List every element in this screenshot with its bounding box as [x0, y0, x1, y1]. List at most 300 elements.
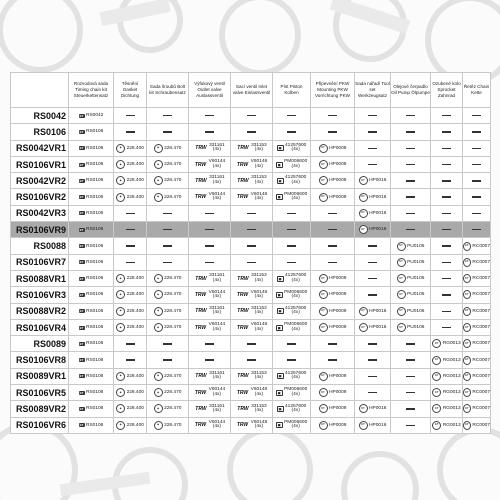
part-number: RG0013	[442, 373, 461, 379]
cell-inlet-valve	[231, 303, 273, 319]
empty-dash	[328, 229, 337, 230]
cell-bolt-kit	[147, 417, 189, 433]
cell-chain	[463, 156, 491, 172]
trw-logo-icon: TRW	[237, 275, 249, 282]
quantity: (4x)	[254, 375, 264, 381]
cell-sprocket	[431, 417, 463, 433]
quantity: (4x)	[291, 310, 300, 316]
cell-content	[231, 304, 272, 319]
cell-sprocket	[431, 124, 463, 140]
cell-content	[69, 157, 113, 172]
et-engineteam-icon: ET	[319, 274, 328, 283]
part-number: RS0106	[86, 194, 104, 200]
part-code: RS0106VR3	[11, 287, 69, 303]
empty-dash	[368, 359, 377, 360]
empty-dash	[163, 213, 172, 214]
piston-brand-icon: ▣	[278, 146, 282, 151]
cell-timing-chain-kit	[69, 352, 114, 368]
cell-content	[311, 238, 354, 253]
brand-logo-icon: ET	[79, 129, 84, 134]
part-number: PU0106	[407, 325, 425, 330]
part-number: RG0013	[442, 406, 461, 412]
empty-dash	[163, 262, 172, 263]
cell-piston	[273, 108, 311, 124]
cell-oil-pump	[391, 270, 431, 286]
part-number: 228.470	[164, 276, 182, 282]
cell-content	[355, 173, 390, 188]
empty-dash	[287, 262, 296, 263]
part-number: PM006600	[284, 159, 308, 165]
cell-content	[273, 320, 310, 335]
part-code: RS0088	[11, 238, 69, 254]
value-stack	[209, 323, 226, 332]
part-number: HP0009	[329, 178, 347, 184]
quantity: (4x)	[254, 391, 264, 397]
cell-content	[273, 401, 310, 416]
part-number: RS0106	[86, 259, 104, 265]
cell-content	[231, 271, 272, 286]
gasket-brand-icon: ◆	[154, 176, 163, 185]
cell-content	[231, 124, 272, 139]
table-row	[11, 385, 491, 401]
gasket-brand-icon: ◆	[154, 307, 163, 316]
empty-dash	[205, 213, 214, 214]
et-engineteam-icon: ET	[463, 323, 471, 332]
empty-dash	[368, 376, 377, 377]
cell-content	[391, 287, 430, 302]
empty-dash	[287, 359, 296, 360]
trw-logo-icon: TRW	[236, 194, 249, 201]
empty-dash	[406, 115, 415, 116]
value-stack	[251, 291, 268, 300]
cell-oil-pump	[391, 124, 431, 140]
cell-bolt-kit	[147, 156, 189, 172]
cell-piston	[273, 401, 311, 417]
cell-content	[311, 157, 354, 172]
cell-timing-chain-kit	[69, 222, 114, 238]
et-engineteam-icon: ET	[359, 193, 368, 202]
empty-dash	[247, 131, 256, 132]
empty-dash	[328, 343, 337, 344]
trw-logo-icon: TRW	[194, 291, 207, 298]
empty-dash	[442, 164, 451, 165]
cell-content	[189, 173, 230, 188]
cell-bolt-kit	[147, 336, 189, 352]
trw-logo-icon: TRW	[236, 324, 249, 331]
cell-content	[69, 271, 113, 286]
cell-content	[69, 385, 113, 400]
et-engineteam-icon: ET	[359, 176, 368, 185]
cell-content	[355, 108, 390, 123]
cell-content	[69, 141, 113, 156]
cell-content	[463, 124, 490, 139]
empty-dash	[205, 131, 214, 132]
cell-chain	[463, 124, 491, 140]
table-row	[11, 140, 491, 156]
cell-content	[431, 418, 462, 433]
table-row	[11, 417, 491, 433]
cell-content	[231, 385, 272, 400]
cell-content	[391, 336, 430, 351]
value-stack	[209, 421, 226, 430]
cell-sprocket	[431, 222, 463, 238]
cell-content	[231, 255, 272, 270]
part-number: 331161	[209, 142, 225, 148]
piston-brand-icon: ▣	[277, 390, 281, 395]
cell-piston	[273, 319, 311, 335]
cell-content	[147, 124, 188, 139]
part-number: RC0007	[472, 373, 490, 379]
empty-dash	[472, 148, 481, 149]
trw-logo-icon: TRW	[237, 177, 249, 184]
cell-content	[147, 369, 188, 384]
piston-brand-icon: ▣	[277, 195, 281, 200]
empty-dash	[406, 196, 415, 197]
part-number: V60144	[208, 322, 226, 328]
cell-content	[147, 352, 188, 367]
part-number: RS0106	[86, 390, 104, 396]
table-row	[11, 156, 491, 172]
brand-logo-icon: ET	[79, 244, 84, 249]
cell-outlet-valve	[189, 352, 231, 368]
quantity: (4x)	[254, 163, 264, 169]
part-number: 228.470	[164, 325, 182, 330]
part-number: RS0106	[86, 210, 104, 216]
empty-dash	[126, 359, 135, 360]
cell-outlet-valve	[189, 108, 231, 124]
quantity: (4x)	[212, 147, 222, 153]
cell-content	[311, 108, 354, 123]
cell-content	[431, 173, 462, 188]
part-number: V60144	[208, 419, 226, 425]
empty-dash	[328, 262, 337, 263]
cell-content	[273, 418, 310, 433]
cell-chain	[463, 336, 491, 352]
trw-logo-icon: TRW	[236, 291, 249, 298]
trw-logo-icon: TRW	[195, 373, 207, 380]
cell-mounting	[311, 368, 355, 384]
cell-content	[114, 189, 146, 204]
part-number: 41257600	[285, 305, 307, 311]
cell-content	[69, 238, 113, 253]
part-number: 228.400	[126, 308, 144, 314]
cell-tool-set	[355, 173, 391, 189]
part-number: RS0042	[86, 113, 104, 119]
value-stack	[285, 176, 306, 185]
empty-dash	[205, 359, 214, 360]
cell-oil-pump	[391, 222, 431, 238]
et-engineteam-icon: ET	[319, 144, 328, 153]
cell-oil-pump	[391, 319, 431, 335]
part-number: V60148	[250, 322, 268, 328]
cell-content	[147, 255, 188, 270]
cell-outlet-valve	[189, 287, 231, 303]
cell-content	[463, 222, 490, 237]
value-stack	[209, 193, 226, 202]
et-engineteam-icon: ET	[319, 421, 328, 430]
cell-inlet-valve	[231, 417, 273, 433]
part-number: 228.400	[126, 194, 144, 200]
part-number: V60144	[208, 289, 226, 295]
cell-timing-chain-kit	[69, 124, 114, 140]
piston-brand-icon: ▣	[277, 423, 281, 428]
cell-content	[273, 352, 310, 367]
et-engineteam-icon: ET	[397, 242, 406, 251]
gasket-brand-icon: ◆	[154, 274, 163, 283]
value-stack	[209, 372, 225, 381]
cell-inlet-valve	[231, 270, 273, 286]
cell-oil-pump	[391, 368, 431, 384]
cell-content	[69, 189, 113, 204]
part-number: HP0009	[329, 194, 347, 200]
et-engineteam-icon: ET	[432, 372, 441, 381]
part-code: RS0106VR7	[11, 254, 69, 270]
part-number: 228.400	[126, 178, 144, 184]
cell-content	[189, 157, 230, 172]
cell-tool-set	[355, 417, 391, 433]
part-number: RC0007	[472, 422, 490, 428]
cell-gasket	[114, 417, 147, 433]
trw-logo-icon: TRW	[237, 373, 249, 380]
empty-dash	[368, 245, 377, 246]
quantity: (4x)	[291, 407, 300, 413]
column-header-mounting: Připevnění PKW Mounting PKW Vorrichtung PKW	[311, 73, 355, 108]
cell-content	[311, 385, 354, 400]
cell-content	[69, 418, 113, 433]
cell-outlet-valve	[189, 336, 231, 352]
cell-bolt-kit	[147, 368, 189, 384]
cell-content	[273, 238, 310, 253]
cell-sprocket	[431, 368, 463, 384]
empty-dash	[406, 229, 415, 230]
cell-sprocket	[431, 401, 463, 417]
cell-tool-set	[355, 222, 391, 238]
part-number: HP0016	[369, 406, 387, 412]
part-number: V60144	[208, 159, 226, 165]
gasket-brand-icon: ◆	[116, 160, 125, 169]
part-number: V60144	[208, 191, 226, 197]
value-stack	[251, 176, 267, 185]
cell-sprocket	[431, 319, 463, 335]
empty-dash	[442, 115, 451, 116]
cell-timing-chain-kit	[69, 368, 114, 384]
cell-mounting	[311, 140, 355, 156]
brand-logo-icon: ET	[79, 211, 84, 216]
column-header-outlet-valve: Výfukový ventil Outlet valve Auslassventil	[189, 73, 231, 108]
part-number: PU0106	[407, 292, 425, 298]
et-engineteam-icon: ET	[463, 258, 471, 267]
cell-content	[147, 271, 188, 286]
cell-content	[311, 189, 354, 204]
cell-tool-set	[355, 189, 391, 205]
part-number: 228.470	[164, 308, 182, 314]
gasket-brand-icon: ◆	[116, 421, 125, 430]
cell-outlet-valve	[189, 205, 231, 221]
cell-oil-pump	[391, 303, 431, 319]
empty-dash	[163, 115, 172, 116]
empty-dash	[287, 245, 296, 246]
cell-content	[189, 222, 230, 237]
gasket-brand-icon: ◆	[154, 144, 163, 153]
value-stack	[284, 421, 307, 430]
quantity: (4x)	[212, 326, 222, 332]
cell-gasket	[114, 287, 147, 303]
et-engineteam-icon: ET	[319, 176, 328, 185]
empty-dash	[472, 115, 481, 116]
part-number: RS0106	[86, 129, 104, 135]
part-number: PM006600	[284, 191, 308, 197]
part-number: RG0013	[442, 357, 461, 363]
cell-content	[311, 124, 354, 139]
cell-gasket	[114, 238, 147, 254]
value-stack	[251, 421, 268, 430]
cell-content	[431, 124, 462, 139]
cell-content	[114, 124, 146, 139]
table-row	[11, 270, 491, 286]
piston-brand-icon: ▣	[278, 374, 282, 379]
cell-content	[463, 304, 490, 319]
table-row	[11, 124, 491, 140]
et-engineteam-icon: ET	[463, 339, 471, 348]
empty-dash	[368, 294, 377, 295]
cell-gasket	[114, 173, 147, 189]
cell-oil-pump	[391, 385, 431, 401]
part-number: 331153	[251, 175, 267, 181]
cell-bolt-kit	[147, 238, 189, 254]
et-engineteam-icon: ET	[463, 388, 471, 397]
cell-mounting	[311, 401, 355, 417]
trw-logo-icon: TRW	[237, 145, 249, 152]
part-code: RS0089VR2	[11, 401, 69, 417]
part-number: RS0106	[86, 145, 104, 151]
value-stack	[251, 405, 267, 414]
cell-outlet-valve	[189, 140, 231, 156]
cell-content	[231, 401, 272, 416]
cell-content	[391, 124, 430, 139]
cell-inlet-valve	[231, 124, 273, 140]
empty-dash	[163, 229, 172, 230]
cell-piston	[273, 205, 311, 221]
cell-content	[355, 287, 390, 302]
cell-content	[189, 352, 230, 367]
quantity: (4x)	[212, 196, 222, 202]
cell-content	[189, 320, 230, 335]
part-number: HP0016	[369, 325, 387, 330]
cell-content	[231, 108, 272, 123]
value-stack	[251, 160, 268, 169]
et-engineteam-icon: ET	[463, 372, 471, 381]
cell-content	[69, 369, 113, 384]
cell-bolt-kit	[147, 385, 189, 401]
part-number: PU0106	[407, 276, 425, 282]
brand-logo-icon: ET	[79, 178, 84, 183]
part-number: PM006600	[284, 322, 308, 328]
cell-content	[355, 304, 390, 319]
value-stack	[251, 274, 267, 283]
empty-dash	[287, 343, 296, 344]
part-number: 331161	[209, 370, 225, 376]
et-engineteam-icon: ET	[319, 372, 328, 381]
cell-gasket	[114, 352, 147, 368]
et-engineteam-icon: ET	[463, 356, 471, 365]
part-number: HP0009	[329, 325, 347, 330]
cell-content	[391, 401, 430, 416]
cell-content	[355, 418, 390, 433]
part-number: 228.470	[164, 178, 182, 184]
cell-tool-set	[355, 238, 391, 254]
brand-logo-icon: ET	[79, 341, 84, 346]
gasket-brand-icon: ◆	[116, 404, 125, 413]
cell-content	[273, 108, 310, 123]
cell-outlet-valve	[189, 173, 231, 189]
part-number: 41257600	[285, 370, 307, 376]
cell-chain	[463, 303, 491, 319]
empty-dash	[126, 229, 135, 230]
value-stack	[209, 307, 225, 316]
gasket-brand-icon: ◆	[154, 193, 163, 202]
empty-dash	[163, 131, 172, 132]
empty-dash	[368, 115, 377, 116]
cell-inlet-valve	[231, 254, 273, 270]
cell-content	[355, 336, 390, 351]
cell-outlet-valve	[189, 319, 231, 335]
cell-sprocket	[431, 108, 463, 124]
cell-bolt-kit	[147, 189, 189, 205]
cell-content	[431, 369, 462, 384]
trw-logo-icon: TRW	[236, 422, 249, 429]
cell-content	[69, 320, 113, 335]
cell-content	[189, 401, 230, 416]
part-number: PU0106	[407, 243, 425, 249]
cell-content	[311, 271, 354, 286]
cell-content	[273, 141, 310, 156]
empty-dash	[205, 343, 214, 344]
value-stack	[251, 372, 267, 381]
gasket-brand-icon: ◆	[154, 404, 163, 413]
cell-content	[311, 173, 354, 188]
cell-content	[463, 255, 490, 270]
value-stack	[285, 405, 306, 414]
cell-content	[273, 287, 310, 302]
value-stack	[284, 193, 307, 202]
empty-dash	[406, 131, 415, 132]
cell-gasket	[114, 385, 147, 401]
et-engineteam-icon: ET	[397, 274, 406, 283]
cell-content	[463, 271, 490, 286]
cell-sprocket	[431, 156, 463, 172]
cell-inlet-valve	[231, 336, 273, 352]
cell-outlet-valve	[189, 156, 231, 172]
cell-sprocket	[431, 270, 463, 286]
cell-mounting	[311, 385, 355, 401]
brand-logo-icon: ET	[79, 390, 84, 395]
part-number: HP0009	[329, 390, 347, 396]
part-number: 228.400	[126, 145, 144, 151]
quantity: (4x)	[291, 375, 300, 381]
cell-content	[311, 255, 354, 270]
column-header-code	[11, 73, 69, 108]
cell-content	[431, 189, 462, 204]
cell-oil-pump	[391, 189, 431, 205]
cell-bolt-kit	[147, 287, 189, 303]
cell-bolt-kit	[147, 401, 189, 417]
part-number: 228.400	[126, 325, 144, 330]
column-header-chain: Řetěz Chain Kette	[463, 73, 491, 108]
part-number: 228.470	[164, 292, 182, 298]
cell-content	[189, 238, 230, 253]
part-number: V60148	[250, 191, 268, 197]
cell-gasket	[114, 140, 147, 156]
